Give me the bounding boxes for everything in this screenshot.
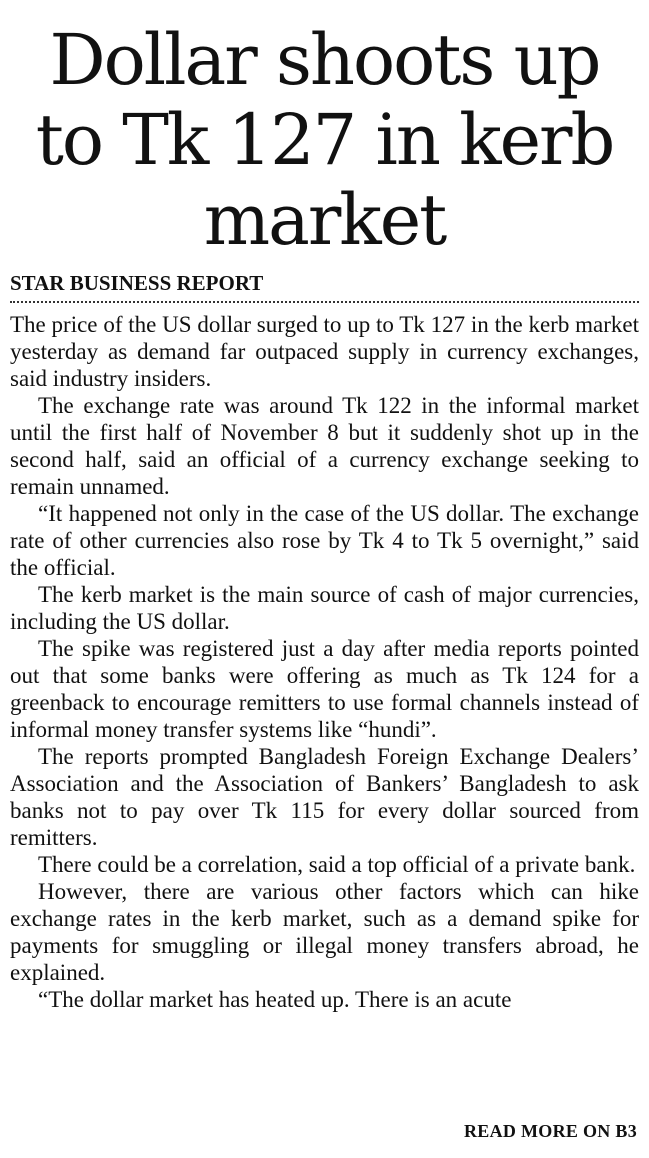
article-paragraph: The price of the US dollar surged to up to Tk 127 in the kerb market yesterday as demand far outpaced supply in currency exchanges, said industry insiders. bbox=[10, 312, 639, 391]
article-paragraph: “It happened not only in the case of the US dollar. The exchange rate of other currencies also rose by Tk 4 to Tk 5 overnight,” said the official. bbox=[10, 501, 639, 580]
article-body bbox=[10, 311, 639, 1013]
article-paragraph: The reports prompted Bangladesh Foreign Exchange Dealers’ Association and the Association of Bankers’ Bangladesh to ask banks not to pay over Tk 115 for every dollar sourced from remitters. bbox=[10, 744, 639, 850]
article-paragraph: “The dollar market has heated up. There is an acute bbox=[38, 987, 512, 1012]
dotted-divider bbox=[10, 301, 639, 303]
article-paragraph: The spike was registered just a day after media reports pointed out that some banks were offering as much as Tk 124 for a greenback to encourage remitters to use formal channels instead of informal money transfer systems like “hundi”. bbox=[10, 636, 639, 742]
read-more-link[interactable]: READ MORE ON B3 bbox=[463, 1121, 637, 1141]
article-paragraph: The kerb market is the main source of cash of major currencies, including the US dollar. bbox=[10, 582, 639, 634]
article-paragraph: There could be a correlation, said a top official of a private bank. bbox=[38, 852, 636, 877]
headline: Dollar shoots up to Tk 127 in kerb market bbox=[35, 19, 614, 261]
article-paragraph: However, there are various other factors which can hike exchange rates in the kerb market, such as a demand spike for payments for smuggling or illegal money transfers abroad, he explained. bbox=[10, 879, 639, 985]
byline: STAR BUSINESS REPORT bbox=[10, 271, 264, 295]
article-paragraph: The exchange rate was around Tk 122 in the informal market until the first half of November 8 but it suddenly shot up in the second half, said an official of a currency exchange seeking to remain unnamed. bbox=[10, 393, 639, 499]
